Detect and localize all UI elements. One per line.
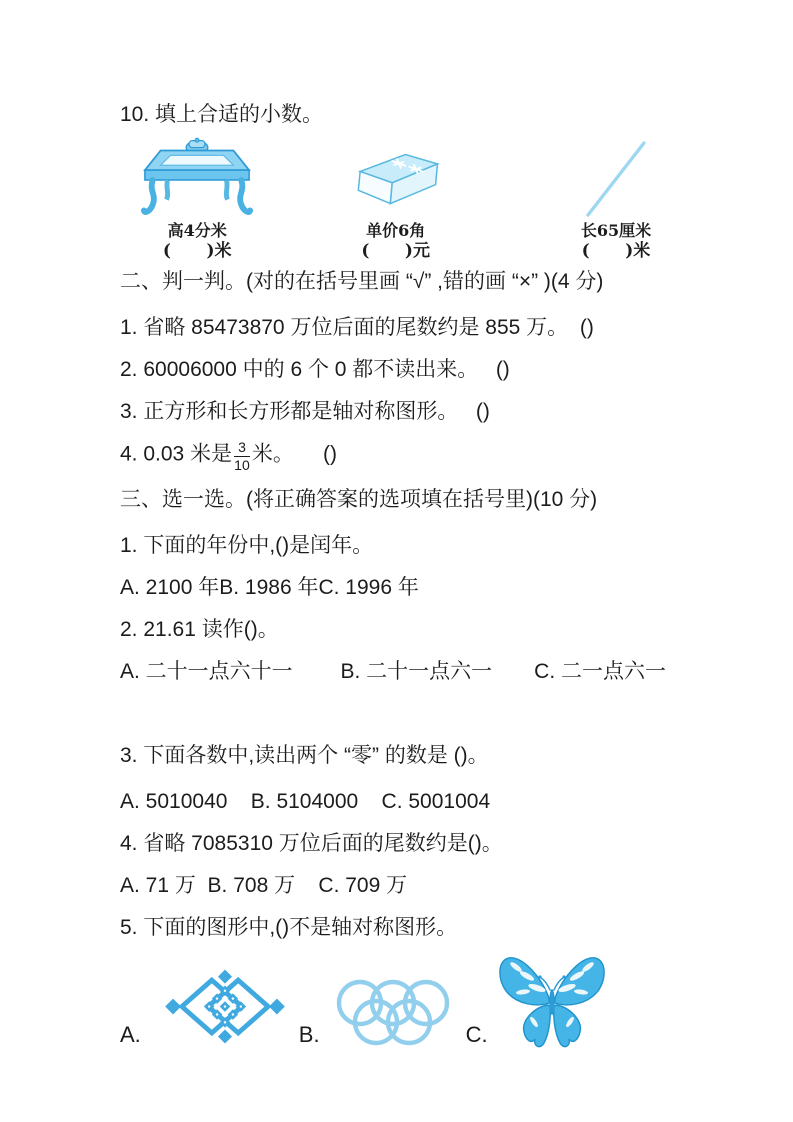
choice-label-c: C.: [465, 1022, 488, 1048]
mc-options-4: A. 71 万 B. 708 万 C. 709 万: [120, 874, 408, 898]
fraction-numerator: 3: [234, 440, 250, 457]
figure-tea-table: [98, 137, 296, 262]
tf-item-2: 2. 60006000 中的 6 个 0 都不读出来。 (): [120, 358, 510, 381]
olympic-rings-icon: [332, 976, 454, 1050]
choice-label-a: A.: [120, 1022, 141, 1048]
mc-options-3: A. 5010040 B. 5104000 C. 5001004: [120, 790, 491, 814]
mc-question-5-choices: [120, 950, 737, 1050]
question-10-title: 10. 填上合适的小数。: [120, 103, 324, 126]
mc-question-1: 1. 下面的年份中,()是闰年。: [120, 534, 374, 558]
mc-question-3: 3. 下面各数中,读出两个 “零” 的数是 ()。: [120, 744, 489, 768]
figure-caption: 长65厘米: [580, 221, 652, 240]
tf-item-4: [120, 440, 737, 472]
eraser-icon: [296, 137, 494, 221]
figure-caption: 单价6角: [366, 221, 426, 240]
fraction-denominator: 10: [234, 456, 250, 473]
figure-stick-line: [495, 137, 737, 262]
mc-options-1: A. 2100 年B. 1986 年C. 1996 年: [120, 576, 419, 600]
answer-blank: ( )米: [162, 241, 232, 261]
butterfly-icon: [496, 950, 608, 1050]
choice-label-b: B.: [298, 1022, 320, 1048]
answer-blank: ( )米: [581, 241, 651, 261]
stick-line-icon: [495, 137, 737, 221]
question-10-figures: [98, 137, 737, 262]
figure-caption: 高4分米: [167, 221, 227, 240]
chinese-knot-icon: [159, 964, 291, 1050]
mc-question-5: 5. 下面的图形中,()不是轴对称图形。: [120, 916, 458, 940]
mc-question-4: 4. 省略 7085310 万位后面的尾数约是()。: [120, 832, 503, 856]
tf-item-4-post: 米。 (): [251, 442, 338, 466]
section-two-header: 二、判一判。(对的在括号里画 “√” ,错的画 “×” )(4 分): [120, 270, 604, 293]
fraction: [232, 440, 252, 472]
answer-blank: ( )元: [361, 241, 430, 261]
mc-options-2: A. 二十一点六十一 B. 二十一点六一 C. 二一点六一: [120, 660, 667, 684]
figure-eraser: [296, 137, 494, 262]
tf-item-3: 3. 正方形和长方形都是轴对称图形。 (): [120, 400, 490, 423]
tf-item-4-pre: 4. 0.03 米是: [120, 442, 233, 466]
mc-question-2: 2. 21.61 读作()。: [120, 618, 279, 642]
section-three-header: 三、选一选。(将正确答案的选项填在括号里)(10 分): [120, 488, 598, 512]
tf-item-1: 1. 省略 85473870 万位后面的尾数约是 855 万。 (): [120, 316, 594, 339]
tea-table-icon: [98, 137, 296, 221]
